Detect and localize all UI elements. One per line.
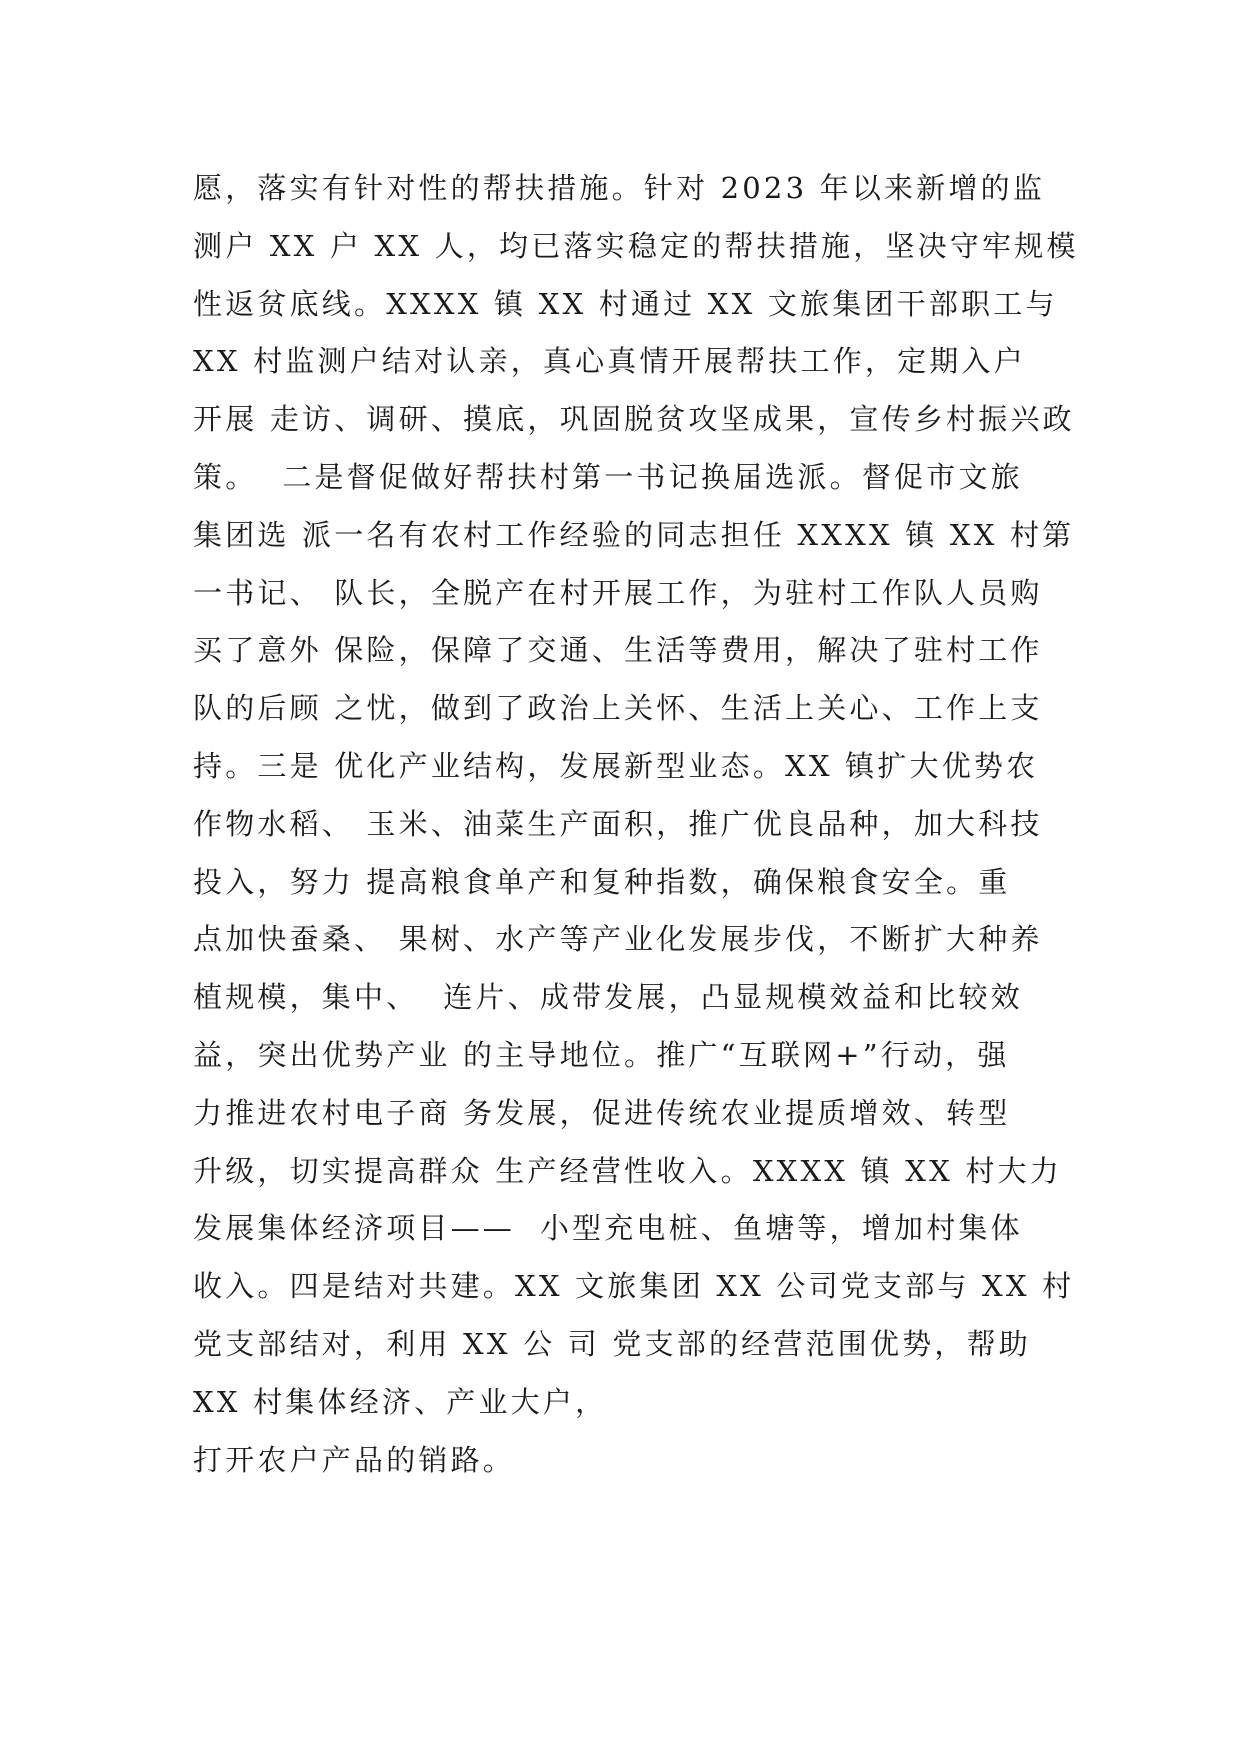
- text-line-22: XX 村集体经济、产业大户，: [193, 1384, 608, 1419]
- text-line-2: 测户 XX 户 XX 人，均已落实稳定的帮扶措施，坚决守牢规模: [193, 228, 1079, 263]
- text-line-21: 党支部结对，利用 XX 公 司 党支部的经营范围优势，帮助: [193, 1326, 1031, 1361]
- text-line-3: 性返贫底线。XXXX 镇 XX 村通过 XX 文旅集团干部职工与: [193, 286, 1058, 321]
- text-line-6: 策。 二是督促做好帮扶村第一书记换届选派。督促市文旅: [193, 459, 1023, 494]
- text-line-7: 集团选 派一名有农村工作经验的同志担任 XXXX 镇 XX 村第: [193, 517, 1075, 552]
- text-line-23: 打开农户产品的销路。: [193, 1442, 516, 1477]
- text-line-14: 点加快蚕桑、 果树、水产等产业化发展步伐，不断扩大种养: [193, 922, 1043, 957]
- text-line-4: XX 村监测户结对认亲，真心真情开展帮扶工作，定期入户: [193, 344, 1026, 379]
- text-line-5: 开展 走访、调研、摸底，巩固脱贫攻坚成果，宣传乡村振兴政: [193, 402, 1075, 437]
- body-text: [193, 160, 1079, 1489]
- text-line-16: 益，突出优势产业 的主导地位。推广“互联网+”行动，强: [193, 1037, 1010, 1072]
- text-line-19: 发展集体经济项目—— 小型充电桩、鱼塘等，增加村集体: [193, 1211, 1023, 1246]
- text-line-18: 升级，切实提高群众 生产经营性收入。XXXX 镇 XX 村大力: [193, 1153, 1062, 1188]
- text-line-12: 作物水稻、 玉米、油菜生产面积，推广优良品种，加大科技: [193, 806, 1043, 841]
- text-line-20: 收入。四是结对共建。XX 文旅集团 XX 公司党支部与 XX 村: [193, 1269, 1075, 1304]
- text-line-8: 一书记、 队长，全脱产在村开展工作，为驻村工作队人员购: [193, 575, 1043, 610]
- text-line-9: 买了意外 保险，保障了交通、生活等费用，解决了驻村工作: [193, 633, 1043, 668]
- text-line-15: 植规模，集中、 连片、成带发展，凸显规模效益和比较效: [193, 980, 1023, 1015]
- text-line-1: 愿，落实有针对性的帮扶措施。针对 2023 年以来新增的监: [193, 171, 1046, 205]
- text-line-10: 队的后顾 之忧，做到了政治上关怀、生活上关心、工作上支: [193, 691, 1043, 726]
- text-line-13: 投入，努力 提高粮食单产和复种指数，确保粮食安全。重: [193, 864, 1011, 899]
- text-line-11: 持。三是 优化产业结构，发展新型业态。XX 镇扩大优势农: [193, 748, 1039, 783]
- text-line-17: 力推进农村电子商 务发展，促进传统农业提质增效、转型: [193, 1095, 1011, 1130]
